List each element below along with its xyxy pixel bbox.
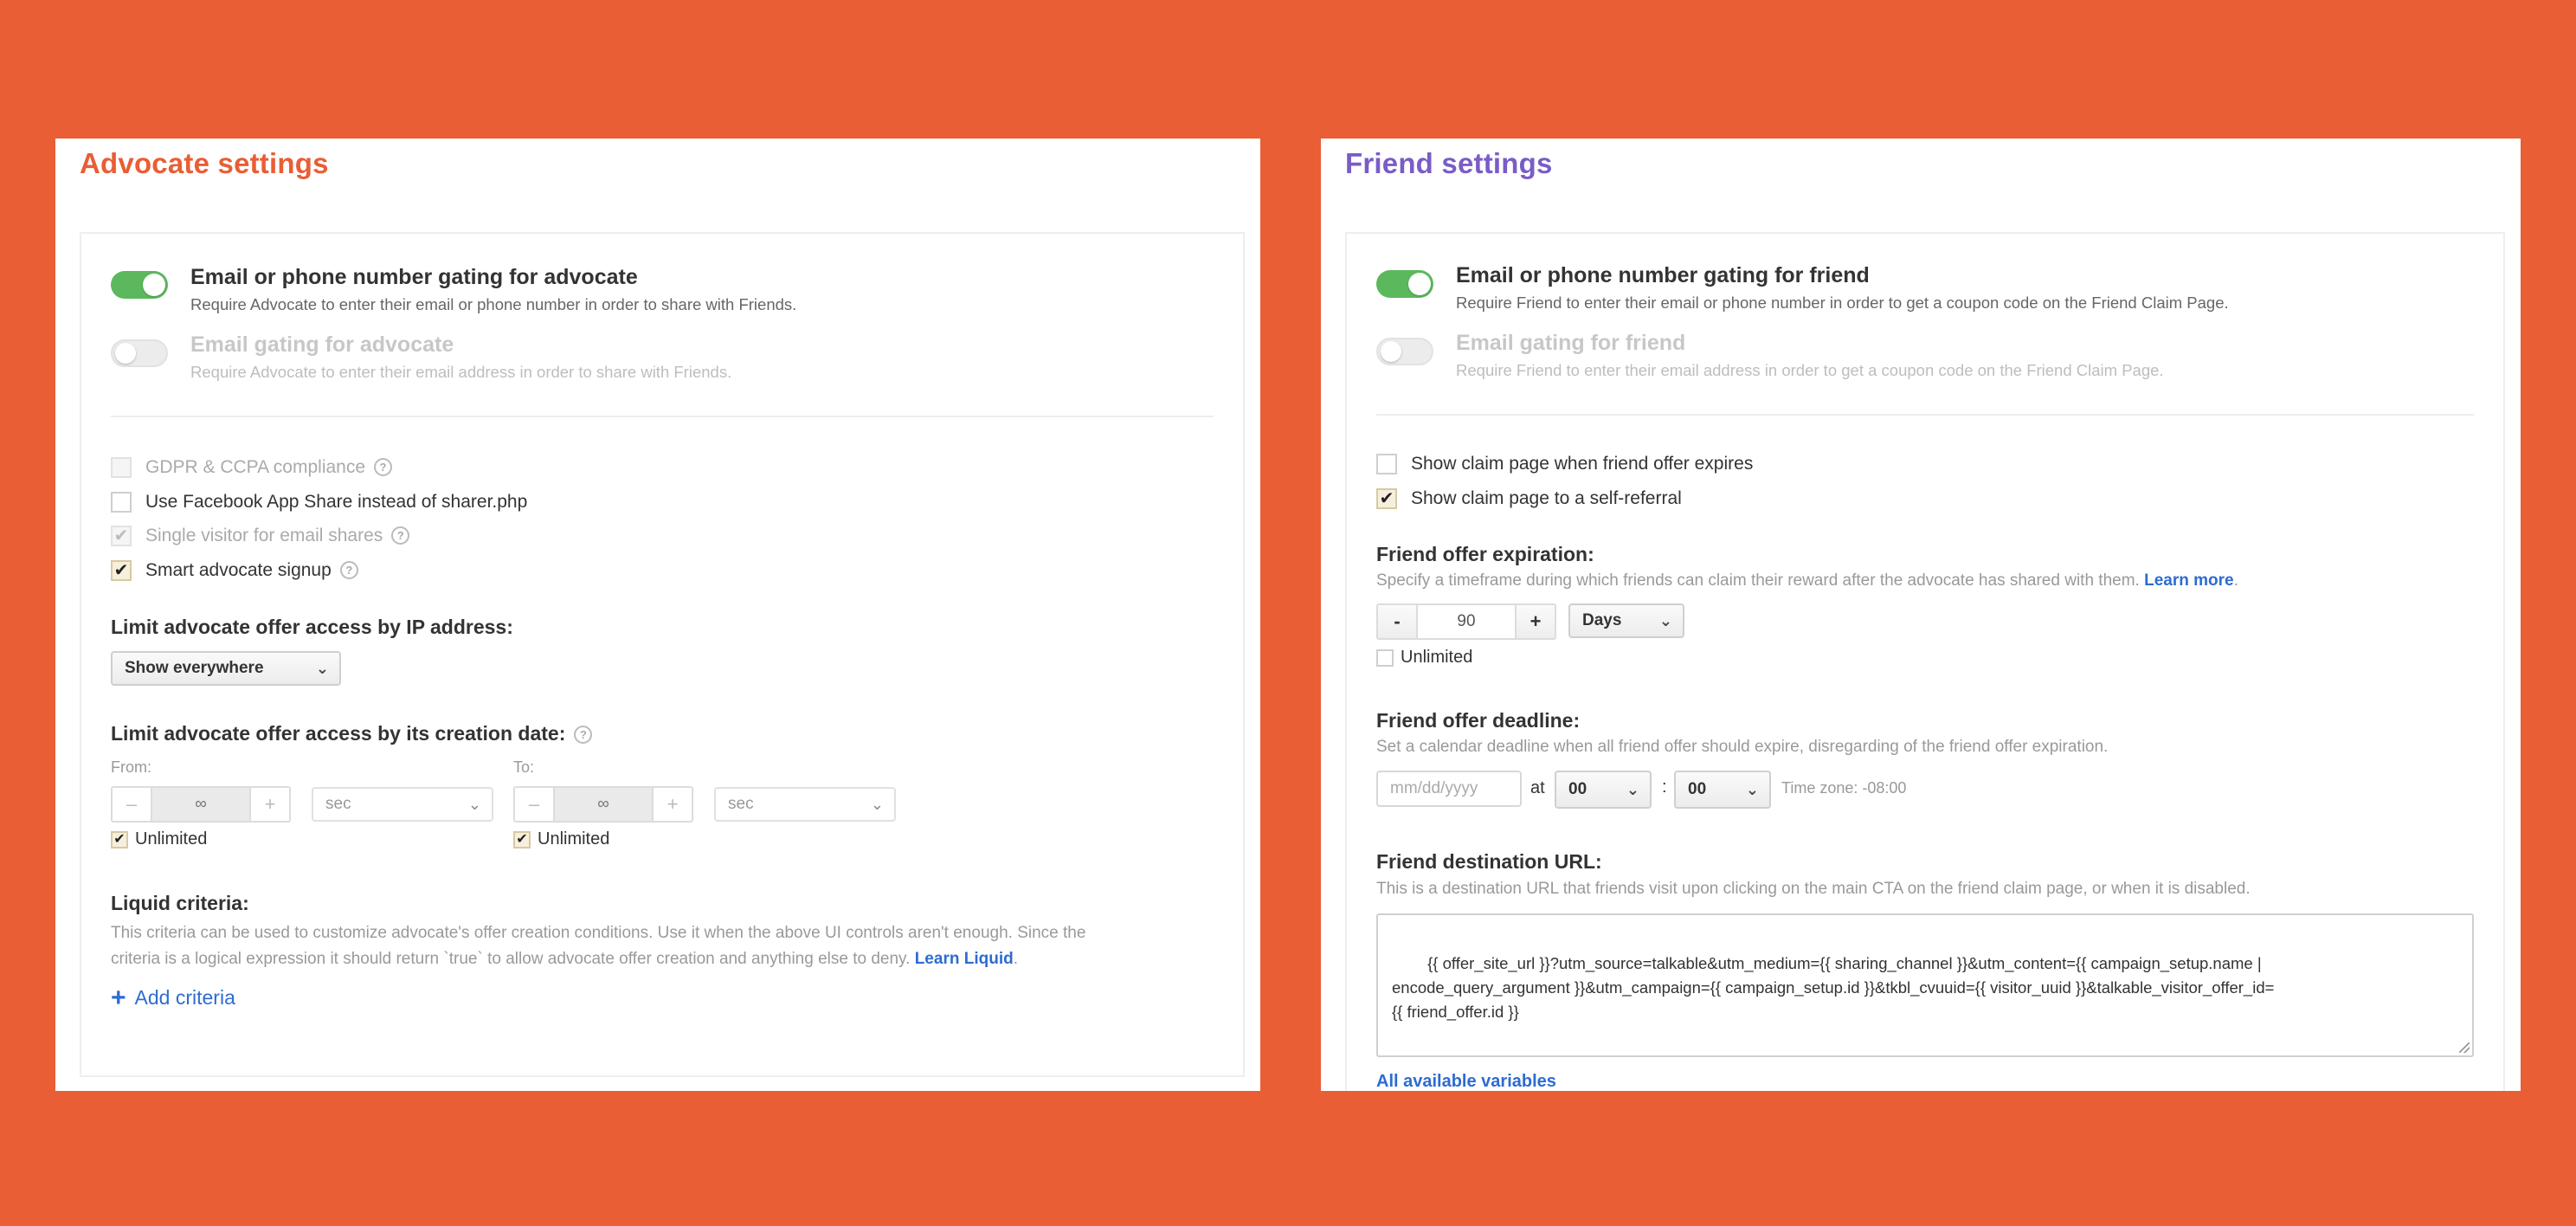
chevron-down-icon: ⌄ (315, 660, 329, 677)
destination-desc: This is a destination URL that friends visit upon clicking on the main CTA on the friend claim page, or when it is disabled. (1376, 880, 2251, 898)
liquid-desc-line2: criteria is a logical expression it should return `true` to allow advocate offer creation and anything else to deny. Learn Liquid. (111, 950, 1018, 968)
help-icon[interactable]: ? (574, 726, 592, 744)
from-stepper[interactable] (111, 786, 291, 823)
expiration-unlimited-label: Unlimited (1401, 648, 1473, 667)
deadline-minute-select[interactable]: 00 ⌄ (1674, 771, 1771, 809)
learn-liquid-link[interactable]: Learn Liquid (914, 950, 1014, 968)
friend-settings-panel (1321, 139, 2521, 1091)
deadline-title: Friend offer deadline: (1376, 709, 1581, 732)
time-colon: : (1662, 778, 1667, 797)
date-limit-title: Limit advocate offer access by its creation date: ? (111, 722, 592, 745)
all-variables-link[interactable]: All available variables (1376, 1072, 1556, 1091)
advocate-settings-card (80, 232, 1245, 1077)
learn-more-link[interactable]: Learn more (2144, 571, 2234, 590)
help-icon[interactable]: ? (391, 526, 409, 545)
chevron-down-icon: ⌄ (1626, 781, 1639, 798)
advocate-email-gating-toggle[interactable] (111, 339, 168, 367)
destination-url-textarea[interactable] (1376, 913, 2474, 1057)
facebook-share-label: Use Facebook App Share instead of sharer.php (145, 492, 528, 512)
deadline-date-input[interactable]: mm/dd/yyyy (1376, 771, 1522, 807)
add-criteria-button[interactable] (111, 984, 235, 1013)
plus-icon: + (111, 984, 126, 1012)
destination-title: Friend destination URL: (1376, 850, 1602, 873)
expiration-unit-selected: Days (1582, 611, 1622, 629)
to-label: To: (513, 758, 535, 776)
advocate-phone-gating-toggle[interactable] (111, 271, 168, 299)
smart-signup-label: Smart advocate signup ? (145, 560, 358, 581)
self-referral-checkbox[interactable]: ✔ (1376, 488, 1397, 509)
to-value[interactable]: ∞ (553, 788, 654, 821)
advocate-phone-gating-desc: Require Advocate to enter their email or phone number in order to share with Friends. (190, 295, 797, 313)
claim-page-expires-label: Show claim page when friend offer expires (1411, 454, 1754, 474)
friend-email-gating-desc: Require Friend to enter their email address in order to get a coupon code on the Friend Claim Page. (1456, 361, 2164, 379)
to-unlimited-checkbox[interactable]: ✔ (513, 831, 531, 849)
to-unit-select[interactable]: sec ⌄ (714, 787, 896, 822)
advocate-settings-panel (55, 139, 1260, 1091)
expiration-stepper[interactable] (1376, 603, 1556, 640)
advocate-settings-title: Advocate settings (80, 147, 329, 179)
single-visitor-label: Single visitor for email shares ? (145, 526, 409, 546)
divider (1376, 414, 2474, 416)
deadline-hour-select[interactable]: 00 ⌄ (1555, 771, 1652, 809)
friend-settings-card (1345, 232, 2505, 1091)
to-stepper[interactable] (513, 786, 693, 823)
destination-url-value: {{ offer_site_url }}?utm_source=talkable&utm_medium={{ sharing_channel }}&utm_content={{ campaign_setup.name | encode_query_argument }}&utm_campaign={{ campaign_setup.id }}&tkbl_cvuuid={{ visitor_uuid }}&talkable_visitor_offer_id= {{ friend_offer.id }} (1392, 954, 2275, 1021)
gdpr-checkbox[interactable] (111, 457, 132, 478)
expiration-desc: Specify a timeframe during which friends can claim their reward after the advocate has shared with them. Learn more. (1376, 571, 2238, 590)
chevron-down-icon: ⌄ (1658, 612, 1672, 629)
add-criteria-label: Add criteria (134, 986, 235, 1009)
timezone-label: Time zone: -08:00 (1781, 779, 1907, 797)
resize-handle-icon[interactable] (2459, 1042, 2470, 1053)
friend-settings-title: Friend settings (1345, 147, 1553, 179)
chevron-down-icon: ⌄ (467, 796, 481, 813)
expiration-plus-button[interactable]: + (1517, 605, 1555, 638)
friend-phone-gating-title: Email or phone number gating for friend (1456, 263, 1870, 287)
from-minus-button[interactable]: – (113, 788, 151, 821)
to-minus-button[interactable]: – (515, 788, 553, 821)
from-unlimited-label: Unlimited (135, 829, 208, 849)
chevron-down-icon: ⌄ (870, 796, 884, 813)
advocate-email-gating-desc: Require Advocate to enter their email address in order to share with Friends. (190, 363, 732, 381)
from-unlimited-checkbox[interactable]: ✔ (111, 831, 128, 849)
chevron-down-icon: ⌄ (1745, 781, 1759, 798)
from-unit-select[interactable]: sec ⌄ (312, 787, 493, 822)
friend-email-gating-title: Email gating for friend (1456, 331, 1686, 355)
to-plus-button[interactable]: + (654, 788, 692, 821)
expiration-unlimited-checkbox[interactable] (1376, 649, 1394, 667)
ip-limit-select[interactable] (111, 651, 341, 686)
advocate-phone-gating-title: Email or phone number gating for advocate (190, 265, 638, 289)
to-unlimited-label: Unlimited (538, 829, 610, 849)
ip-limit-selected: Show everywhere (125, 659, 264, 677)
expiration-title: Friend offer expiration: (1376, 543, 1594, 565)
expiration-unit-select[interactable] (1568, 603, 1684, 638)
from-plus-button[interactable]: + (251, 788, 289, 821)
friend-phone-gating-toggle[interactable] (1376, 270, 1433, 298)
from-value[interactable]: ∞ (151, 788, 251, 821)
expiration-value[interactable]: 90 (1416, 605, 1517, 638)
ip-limit-title: Limit advocate offer access by IP address: (111, 616, 513, 638)
expiration-minus-button[interactable]: - (1378, 605, 1416, 638)
divider (111, 416, 1214, 417)
smart-signup-checkbox[interactable]: ✔ (111, 560, 132, 581)
help-icon[interactable]: ? (374, 458, 392, 476)
friend-phone-gating-desc: Require Friend to enter their email or phone number in order to get a coupon code on the Friend Claim Page. (1456, 294, 2229, 312)
gdpr-label: GDPR & CCPA compliance ? (145, 457, 392, 478)
liquid-desc-line1: This criteria can be used to customize advocate's offer creation conditions. Use it when the above UI controls aren't enough. Since the (111, 924, 1086, 942)
claim-page-expires-checkbox[interactable] (1376, 454, 1397, 474)
friend-email-gating-toggle[interactable] (1376, 338, 1433, 365)
self-referral-label: Show claim page to a self-referral (1411, 488, 1682, 508)
from-label: From: (111, 758, 151, 776)
help-icon[interactable]: ? (340, 561, 358, 579)
liquid-title: Liquid criteria: (111, 892, 249, 914)
facebook-share-checkbox[interactable] (111, 492, 132, 513)
advocate-email-gating-title: Email gating for advocate (190, 332, 454, 357)
deadline-desc: Set a calendar deadline when all friend offer should expire, disregarding of the friend offer expiration. (1376, 738, 2109, 756)
deadline-at-label: at (1530, 778, 1545, 797)
single-visitor-checkbox[interactable]: ✔ (111, 526, 132, 546)
